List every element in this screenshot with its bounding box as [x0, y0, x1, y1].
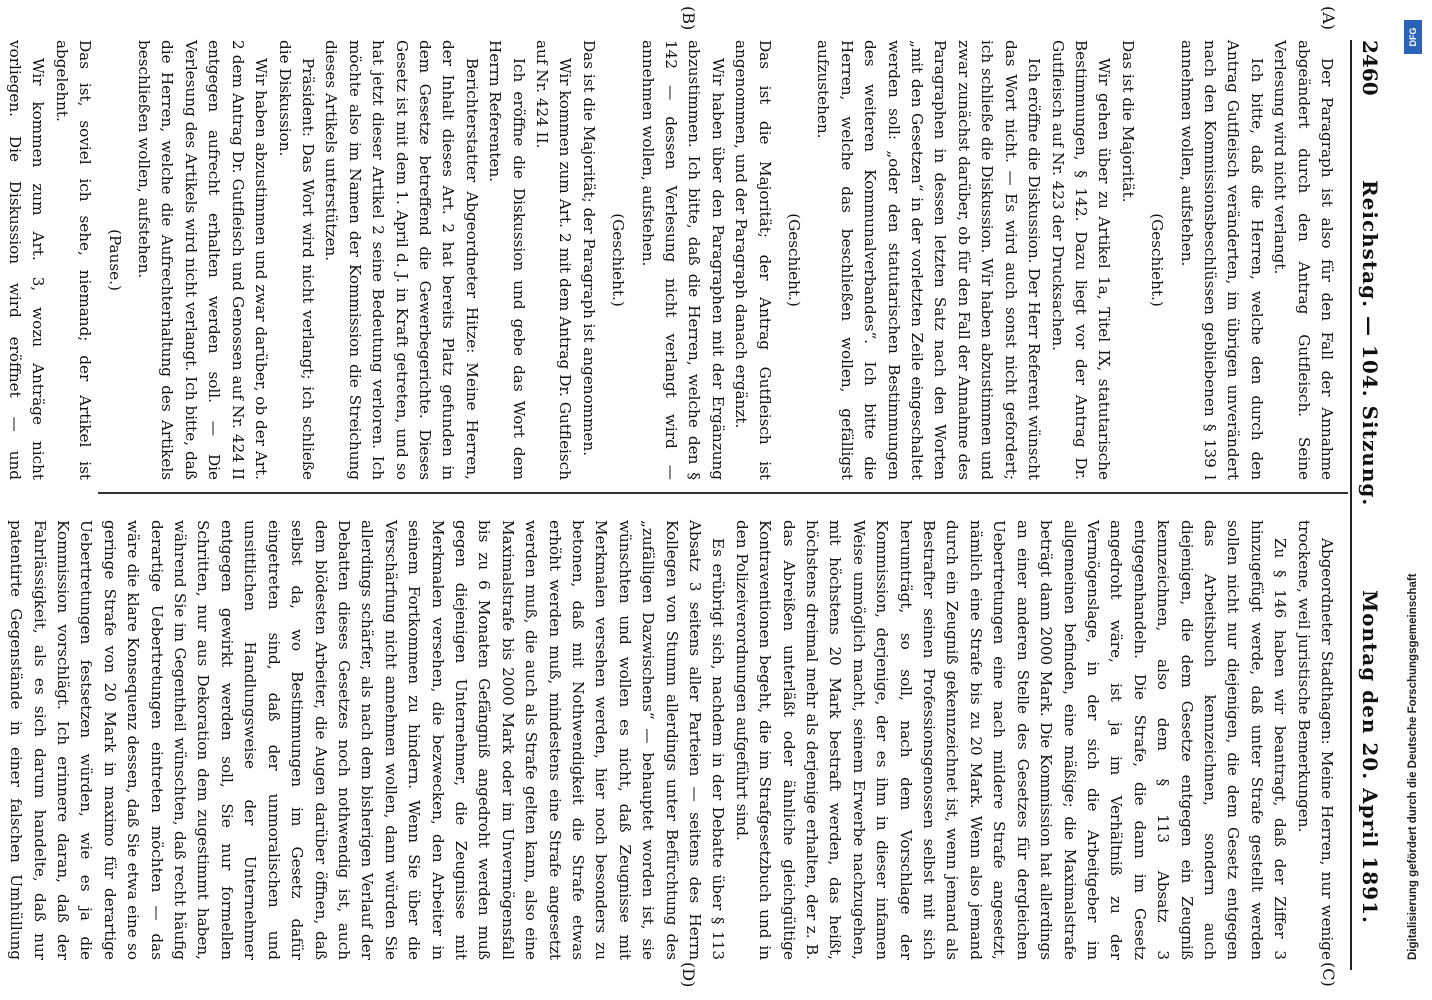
paragraph: Wir haben abzustimmen und zwar darüber, ob der Art. 2 dem Antrag Dr. Gutfleisch und Genossen auf Nr. 424 II entgegen aufrecht erhalten werden soll. — Die Verlesung des Artikels wird nicht verlangt. Ich bitte, daß die Herren, welche die Aufrechterhaltung des Artikels beschließen wollen, aufstehen.	[135, 40, 271, 480]
session-title: Reichstag. — 104. Sitzung.	[1358, 180, 1382, 507]
paragraph: Wir gehen über zu Artikel 1a, Titel IX, statutarische Bestimmungen, § 142. Dazu liegt vor der Antrag Dr. Gutfleisch auf Nr. 423 der Drucksachen.	[1048, 40, 1114, 480]
dfg-logo: DFG	[1404, 20, 1422, 54]
paragraph: Das ist die Majorität; der Paragraph ist angenommen.	[579, 40, 598, 457]
paragraph: Zu § 146 haben wir beantragt, daß der Ziffer 3 hinzugefügt werde, daß unter Strafe gestellt werden sollen nicht nur diejenigen, die dem Gesetz entgegen das Arbeitsbuch kennzeichnen, sondern auch diejenigen, die dem Gesetze entgegen ein Zeugniß kennzeichnen, also dem § 113 Absatz 3 entgegenhandeln. Die Strafe, die dann im Gesetz angedroht wäre, ist ja im Verhältniß zu der Vermögenslage, in der sich die Arbeitgeber im allgemeinen befinden, eine mäßige; die Maximalstrafe beträgt dann 2000 Mark. Die Kommission hat allerdings an einer anderen Stelle des Gesetzes für dergleichen Uebertretungen eine nach mildere Strafe angesetzt, nämlich eine Strafe bis zu 20 Mark. Wenn also jemand durch ein Zeugniß gekennzeichnet ist, wenn jemand als Bestrafter seinen Professionsgenossen selbst mit sich herumträgt, so soll, nach dem Vorschlage der Kommission, derjenige, der es ihm in dieser infamen Weise unmöglich macht, seinem Erwerbe nachzugehen, mit höchstens 20 Mark bestraft werden, das heißt, höchstens dreimal mehr als derjenige erhalten, der z. B. das Abreißen unterläßt oder ähnliche gleichgültige Kontraventionen begeht, die im Strafgesetzbuch und in den Polizeiverordnungen aufgeführt sind.	[732, 520, 1290, 960]
margin-marker-a: (A)	[1319, 6, 1338, 31]
page-header	[1348, 0, 1382, 1000]
header-rule	[1350, 40, 1352, 970]
paragraph: Wir kommen zum Art. 3, wozu Anträge nicht vorliegen. Die Diskussion wird eröffnet — und	[6, 40, 48, 480]
right-column	[7, 520, 1338, 960]
stage-direction: (Geschieht.)	[609, 213, 628, 307]
paragraph: Das ist, soviel ich sehe, niemand; der Artikel ist abgelehnt.	[52, 40, 95, 480]
paragraph: Das ist die Majorität.	[1118, 40, 1137, 203]
paragraph: Wir haben über den Paragraphen mit der Ergänzung abzustimmen. Ich bitte, daß die Herren, welche den § 142 — dessen Verlesung nicht verlangt wird — annehmen wollen, aufstehen.	[638, 40, 727, 480]
paragraph: Wir kommen zum Art. 2 mit dem Antrag Dr. Gutfleisch auf Nr. 424 II.	[533, 40, 575, 480]
paragraph: Abgeordneter Stadthagen: Meine Herren, nur wenige trockene, weil juristische Bemerkungen.	[1294, 520, 1336, 960]
paragraph: Ich bitte, daß die Herren, welche den durch den Antrag Gutfleisch veränderten, im übrigen unverändert nach den Kommissionsbeschlüssen gebliebenen § 139 l annehmen wollen, aufstehen.	[1177, 40, 1266, 480]
column-divider	[98, 492, 1348, 494]
stage-direction: (Geschieht.)	[1148, 213, 1167, 307]
stage-direction: (Geschieht.)	[785, 213, 804, 307]
credit-text: Digitalisierung gefördert durch die Deutsche Forschungsgemeinschaft	[1407, 573, 1419, 960]
margin-marker-b: (B)	[679, 6, 698, 31]
session-date: Montag den 20. April 1891.	[1358, 590, 1382, 924]
paragraph: Präsident: Das Wort wird nicht verlangt; ich schließe die Diskussion.	[275, 40, 317, 480]
left-column	[6, 40, 1338, 480]
stage-direction: (Pause.)	[105, 229, 124, 291]
document-page	[6, 0, 1418, 1000]
paragraph: Ich eröffne die Diskussion und gebe das Wort dem Herrn Referenten.	[486, 40, 528, 480]
paragraph: Es erübrigt sich, nachdem in der Debatte über § 113 Absatz 3 seitens aller Parteien — seitens des Herrn Kollegen von Stumm allerdings unter Befürchtung des „zufälligen Dazwischens“ — behauptet worden ist, sie wünschten und wollen es nicht, daß Zeugnisse mit Merkmalen versehen werden, hier noch besonders zu betonen, daß mit Nothwendigkeit die Strafe etwas erhöht werden muß, mindestens eine Strafe angesetzt werden muß, die auch als Strafe gelten kann, also eine Maximalstrafe bis 2000 Mark oder im Unvermögensfall bis zu 6 Monaten Gefängniß angedroht werden muß gegen diejenigen Unternehmer, die Zeugnisse mit Merkmalen versehen, die bezwecken, den Arbeiter in seinem Fortkommen zu hindern. Wenn Sie über die Verschärfung nicht annehmen wollen, dann würden Sie allerdings schärfer, als nach dem bisherigen Verlauf der Debatten dieses Gesetzes noch nothwendig ist, auch dem blödesten Arbeiter, die Augen darüber öffnen, daß selbst da, wo Bestimmungen im Gesetz dafür eingetreten sind, daß der unmoralischen und unsittlichen Handlungsweise der Unternehmer entgegen gewirkt werden soll, Sie nur formellen Schritten, nur aus Dekoration dem zugestimmt haben, während Sie im Gegentheil wünschten, daß recht häufig derartige Uebertretungen eintreten möchten — das wäre die klare Konsequenz dessen, daß Sie etwa eine so geringe Strafe von 20 Mark in maximo für derartige Uebertretungen festsetzen würden, wie es ja die Kommission vorschlägt. Ich erinnere daran, daß der Fahrlässigkeit, als es sich darum handelte, daß nur patentirte Gegenstände in einer falschen Umhüllung	[7, 520, 728, 960]
margin-marker-c: (C)	[1319, 962, 1338, 987]
paragraph: Das ist die Majorität; der Antrag Gutfleisch ist angenommen, und der Paragraph danach ergänzt.	[732, 40, 774, 480]
paragraph: Der Paragraph ist also für den Fall der Annahme abgeändert durch den Antrag Gutfleisch. Seine Verlesung wird nicht verlangt.	[1271, 40, 1336, 480]
paragraph: Berichterstatter Abgeordneter Hitze: Meine Herren, der Inhalt dieses Art. 2 hat bereits Platz gefunden in dem Gesetze betreffend die Gewerbegerichte. Dieses Gesetz ist mit dem 1. April d. J. in Kraft getreten, und so hat jetzt dieser Artikel 2 seine Bedeutung verloren. Ich möchte also im Namen der Kommission die Streichung dieses Artikels unterstützen.	[322, 40, 481, 480]
digitization-credit	[1400, 20, 1426, 980]
page-number: 2460	[1358, 40, 1382, 96]
margin-marker-d: (D)	[679, 962, 698, 988]
paragraph: Ich eröffne die Diskussion. Der Herr Referent wünscht das Wort nicht. — Es wird auch sonst nicht gefordert; ich schließe die Diskussion. Wir haben abzustimmen und zwar zunächst darüber, ob für den Fall der Annahme des Paragraphen in dessen letzten Satz nach den Worten „mit den Gesetzen“ in der vorletzten Zeile eingeschaltet werden soll: „oder den statutarischen Bestimmungen des weiteren Kommunalverbandes“. Ich bitte die Herren, welche das beschließen wollen, gefälligst aufzustehen.	[814, 40, 1044, 480]
